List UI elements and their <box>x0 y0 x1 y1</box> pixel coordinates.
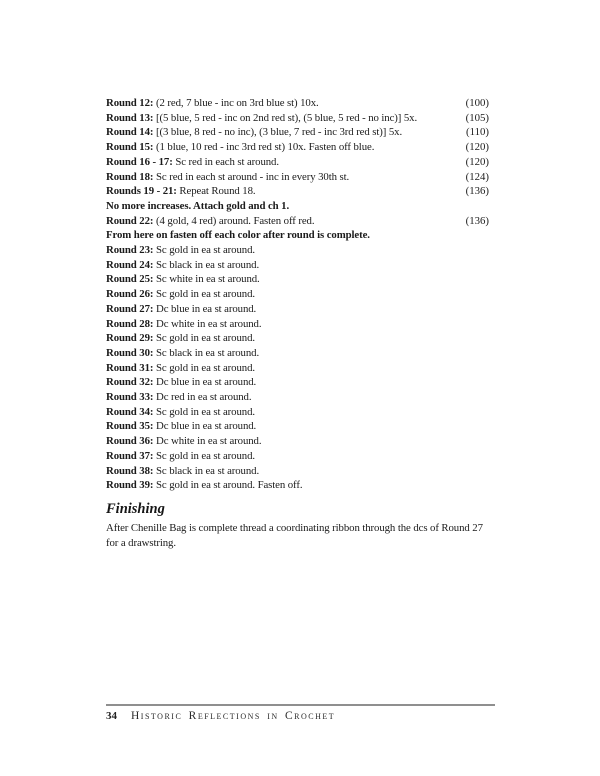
round-body-text: Sc gold in ea st around. <box>156 244 255 257</box>
round-label: Round 32: <box>106 376 154 389</box>
round-body-text: Dc blue in ea st around. <box>156 302 257 315</box>
round-body-text: Sc black in ea st around. <box>156 258 260 271</box>
round-instruction-row <box>106 331 489 346</box>
round-label: Round 35: <box>106 420 154 433</box>
round-text <box>106 435 261 447</box>
round-instruction-row <box>106 125 489 140</box>
round-label: Round 39: <box>106 479 154 492</box>
round-instruction-row <box>106 111 489 126</box>
round-body-text: (1 blue, 10 red - inc 3rd red st) 10x. Fasten off blue. <box>156 141 375 154</box>
round-body-text: [(5 blue, 5 red - inc on 2nd red st), (5 blue, 5 red - no inc)] 5x. <box>156 111 418 124</box>
round-label: Round 30: <box>106 346 154 359</box>
round-instruction-row <box>106 464 489 479</box>
round-text <box>106 156 279 168</box>
round-body-text: Dc white in ea st around. <box>156 435 262 448</box>
round-body-text: From here on fasten off each color after round is complete. <box>106 229 370 242</box>
round-instruction-row <box>106 96 489 111</box>
round-body-text: [(3 blue, 8 red - no inc), (3 blue, 7 red - inc 3rd red st)] 5x. <box>156 126 403 139</box>
round-text <box>106 259 259 271</box>
round-text <box>106 141 374 153</box>
round-label: Round 29: <box>106 332 154 345</box>
finishing-heading: Finishing <box>106 500 165 517</box>
round-body-text: Sc red in each st around - inc in every 30th st. <box>156 170 350 183</box>
round-label: Round 37: <box>106 449 154 462</box>
round-label: Round 31: <box>106 361 154 374</box>
round-label: Round 18: <box>106 170 154 183</box>
round-instruction-row <box>106 419 489 434</box>
round-body-text: Dc red in ea st around. <box>156 391 252 404</box>
stitch-count: (120) <box>462 155 489 170</box>
round-text <box>106 97 319 109</box>
round-instruction-row <box>106 199 489 214</box>
round-body-text: Sc red in each st around. <box>175 155 279 168</box>
round-text <box>106 332 255 344</box>
round-text <box>106 185 255 197</box>
round-text <box>106 318 261 330</box>
stitch-count: (100) <box>462 96 489 111</box>
round-text <box>106 288 255 300</box>
round-label: Round 14: <box>106 126 154 139</box>
round-label: Round 38: <box>106 464 154 477</box>
round-instruction-row <box>106 155 489 170</box>
rounds-list <box>106 96 489 493</box>
round-instruction-row <box>106 287 489 302</box>
round-label: Round 33: <box>106 391 154 404</box>
round-label: Round 34: <box>106 405 154 418</box>
round-instruction-row <box>106 375 489 390</box>
round-instruction-row <box>106 302 489 317</box>
round-label: Round 36: <box>106 435 154 448</box>
round-text <box>106 450 255 462</box>
round-text <box>106 273 260 285</box>
round-text <box>106 376 256 388</box>
stitch-count: (136) <box>462 184 489 199</box>
round-body-text: No more increases. Attach gold and ch 1. <box>106 199 290 212</box>
book-title: Historic Reflections in Crochet <box>131 710 336 722</box>
round-label: Round 22: <box>106 214 154 227</box>
round-body-text: (2 red, 7 blue - inc on 3rd blue st) 10x. <box>156 97 319 109</box>
round-label: Round 24: <box>106 258 154 271</box>
round-text <box>106 112 417 124</box>
round-instruction-row <box>106 346 489 361</box>
round-text <box>106 215 314 227</box>
round-text <box>106 465 259 477</box>
stitch-count: (110) <box>462 125 489 140</box>
round-body-text: Repeat Round 18. <box>179 185 256 198</box>
round-instruction-row <box>106 361 489 376</box>
round-instruction-row <box>106 184 489 199</box>
round-body-text: Sc white in ea st around. <box>156 273 260 286</box>
footer-rule <box>106 704 495 706</box>
page-footer <box>106 704 495 722</box>
page-number: 34 <box>106 710 117 722</box>
pattern-instructions <box>106 96 489 551</box>
round-label: Round 25: <box>106 273 154 286</box>
round-text <box>106 347 259 359</box>
round-body-text: Sc black in ea st around. <box>156 346 260 359</box>
round-instruction-row <box>106 272 489 287</box>
stitch-count: (124) <box>462 170 489 185</box>
round-instruction-row <box>106 434 489 449</box>
round-label: Round 15: <box>106 141 154 154</box>
round-instruction-row <box>106 405 489 420</box>
round-instruction-row <box>106 140 489 155</box>
round-text <box>106 244 255 256</box>
round-instruction-row <box>106 258 489 273</box>
round-text <box>106 229 370 241</box>
round-instruction-row <box>106 390 489 405</box>
round-instruction-row <box>106 228 489 243</box>
round-text <box>106 479 302 491</box>
round-text <box>106 406 255 418</box>
round-text <box>106 200 289 212</box>
round-text <box>106 171 349 183</box>
round-label: Round 28: <box>106 317 154 330</box>
round-body-text: Sc gold in ea st around. Fasten off. <box>156 479 303 492</box>
round-instruction-row <box>106 214 489 229</box>
round-body-text: Dc blue in ea st around. <box>156 420 257 433</box>
round-text <box>106 303 256 315</box>
round-text <box>106 362 255 374</box>
round-label: Rounds 19 - 21: <box>106 185 177 198</box>
round-body-text: Sc gold in ea st around. <box>156 361 255 374</box>
round-text <box>106 391 251 403</box>
round-text <box>106 126 402 138</box>
round-instruction-row <box>106 317 489 332</box>
round-body-text: (4 gold, 4 red) around. Fasten off red. <box>156 214 315 227</box>
round-label: Round 16 - 17: <box>106 155 173 168</box>
finishing-paragraph: After Chenille Bag is complete thread a coordinating ribbon through the dcs of Round 27 for a drawstring. <box>106 521 483 549</box>
round-body-text: Sc gold in ea st around. <box>156 449 255 462</box>
round-body-text: Dc blue in ea st around. <box>156 376 257 389</box>
round-label: Round 23: <box>106 244 154 257</box>
round-instruction-row <box>106 449 489 464</box>
round-body-text: Sc black in ea st around. <box>156 464 260 477</box>
round-label: Round 26: <box>106 288 154 301</box>
round-label: Round 12: <box>106 97 154 109</box>
round-body-text: Sc gold in ea st around. <box>156 332 255 345</box>
round-label: Round 13: <box>106 111 154 124</box>
round-body-text: Dc white in ea st around. <box>156 317 262 330</box>
footer-text-line <box>106 710 495 722</box>
round-label: Round 27: <box>106 302 154 315</box>
round-body-text: Sc gold in ea st around. <box>156 405 255 418</box>
round-instruction-row <box>106 170 489 185</box>
round-instruction-row <box>106 243 489 258</box>
stitch-count: (136) <box>462 214 489 229</box>
round-instruction-row <box>106 478 489 493</box>
stitch-count: (120) <box>462 140 489 155</box>
stitch-count: (105) <box>462 111 489 126</box>
round-body-text: Sc gold in ea st around. <box>156 288 255 301</box>
round-text <box>106 420 256 432</box>
